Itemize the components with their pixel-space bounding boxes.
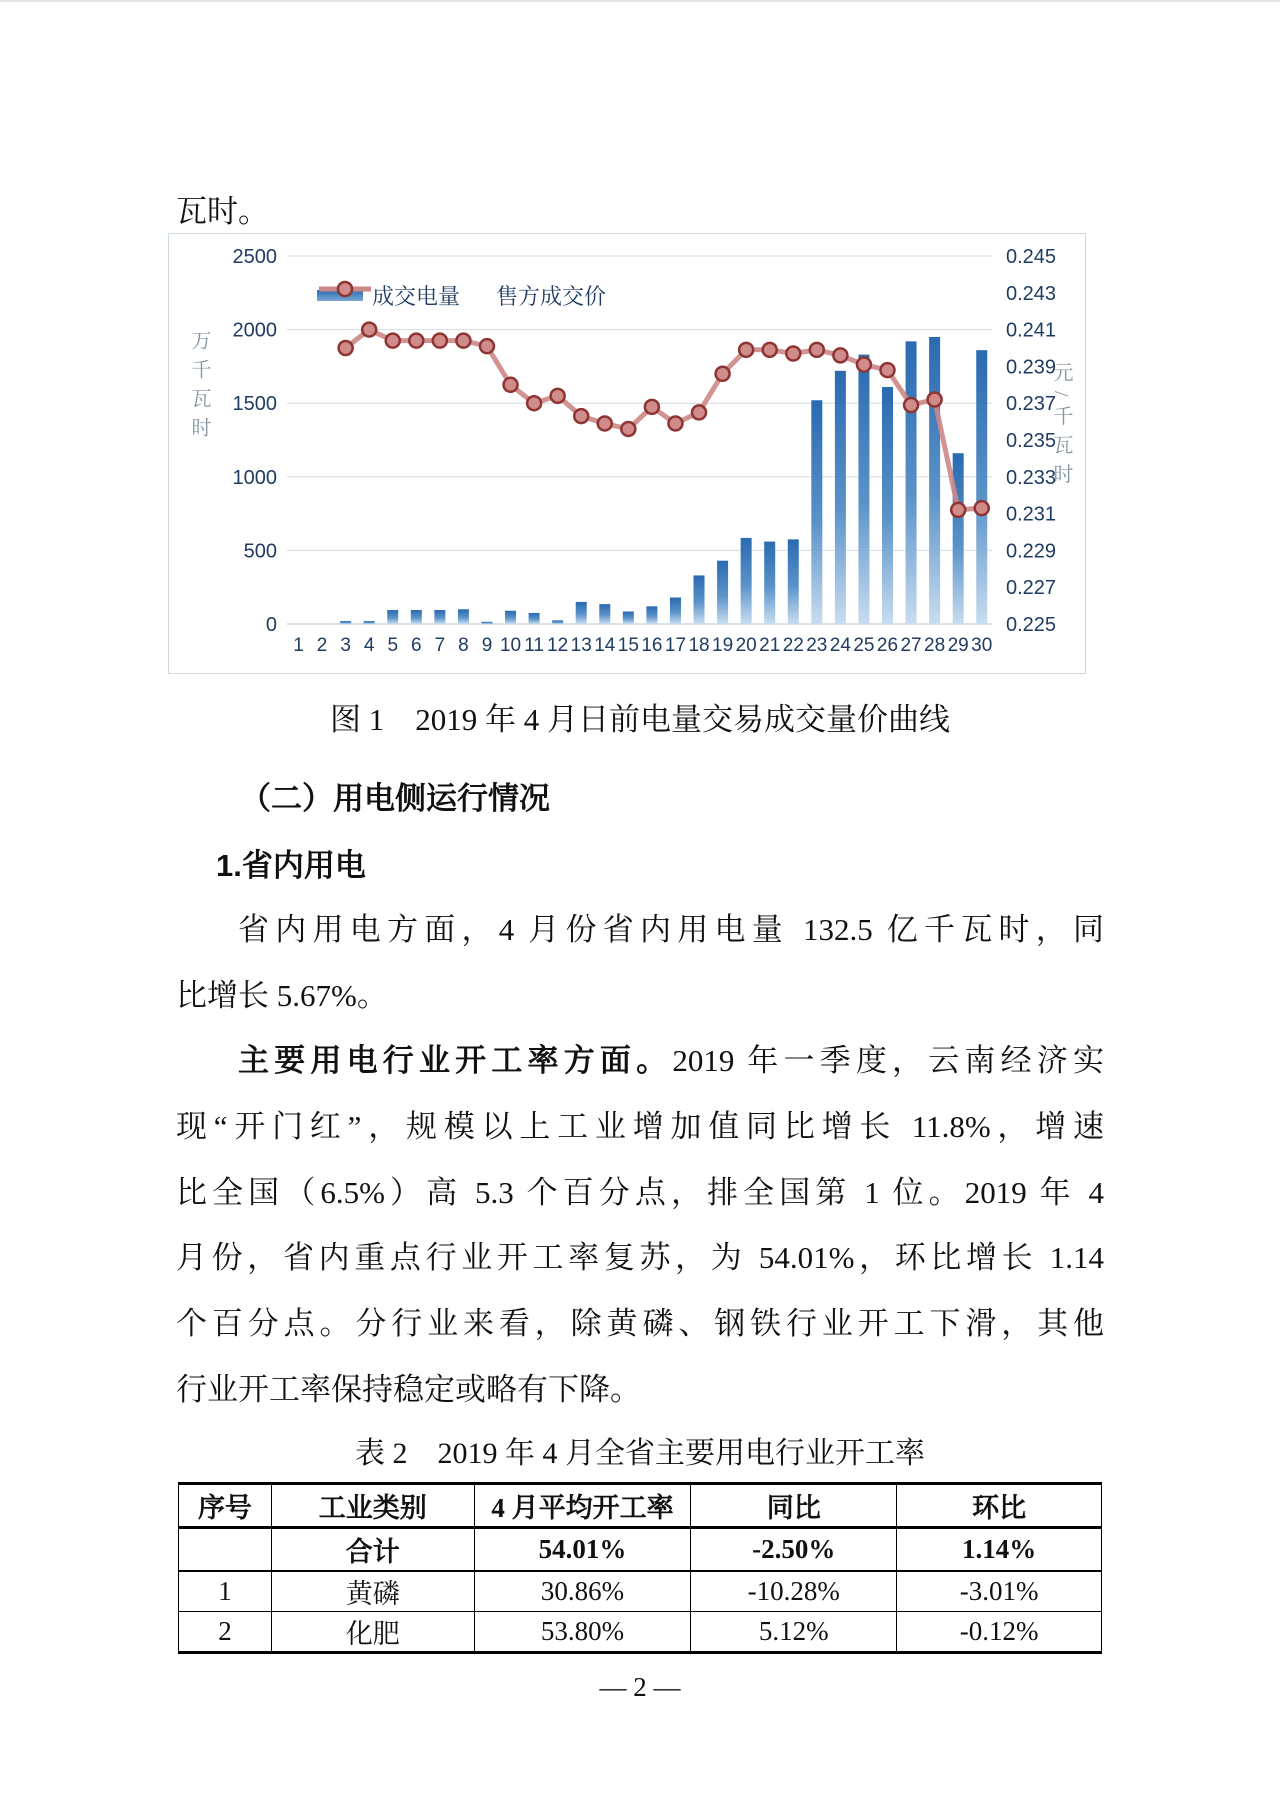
x-axis-tick: 11 [524,635,544,656]
bar-day-30 [976,350,987,624]
left-axis-tick: 1500 [232,393,277,416]
x-axis-tick: 20 [735,635,757,656]
page-number: — 2 — [599,1672,681,1702]
bar-day-17 [670,598,681,624]
paragraph1-line2: 比增长 5.67%。 [176,977,388,1013]
figure1-caption: 图 1 2019 年 4 月日前电量交易成交量价曲线 [330,702,950,737]
price-marker-day-26 [881,363,895,377]
bar-day-23 [811,400,822,624]
table-cell: 5.12% [691,1611,897,1652]
right-axis-tick: 0.227 [1006,577,1057,600]
right-axis-tick: 0.233 [1006,466,1057,489]
paragraph2-line6: 行业开工率保持稳定或略有下降。 [176,1371,641,1407]
right-axis-tick: 0.245 [1006,246,1057,268]
right-axis-tick: 0.229 [1006,540,1057,563]
table-cell: -0.12% [897,1611,1102,1652]
price-marker-day-5 [386,334,400,348]
x-axis-tick: 2 [316,635,328,656]
price-marker-day-25 [857,358,871,372]
bar-day-12 [552,620,563,624]
price-marker-day-7 [433,334,447,348]
bar-day-21 [764,542,775,624]
left-axis-tick: 500 [243,540,277,563]
price-marker-day-8 [456,334,470,348]
x-axis-tick: 24 [829,635,851,656]
price-marker-day-15 [621,422,635,436]
table-header-cell: 环比 [897,1484,1102,1528]
table-cell: 1.14% [897,1528,1102,1571]
bar-day-11 [529,613,540,624]
bar-day-22 [788,539,799,624]
x-axis-tick: 29 [947,635,969,656]
paragraph2-line2: 现“开门红”，规模以上工业增加值同比增长 11.8%，增速 [176,1109,1104,1145]
bar-day-18 [694,575,705,624]
x-axis-tick: 3 [340,635,351,656]
page-top-divider [0,0,1280,2]
bar-day-16 [646,606,657,624]
x-axis-tick: 9 [481,635,493,656]
paragraph2-bold-lead: 主要用电行业开工率方面。 [238,1043,673,1079]
bar-day-8 [458,609,469,624]
price-marker-day-3 [339,341,353,355]
bar-day-4 [364,621,375,624]
table-cell: -3.01% [897,1571,1102,1612]
price-marker-day-13 [574,409,588,423]
table-cell: 合计 [271,1528,474,1571]
x-axis-tick: 5 [387,635,399,656]
table-cell: 2 [179,1611,272,1652]
right-axis-tick: 0.243 [1006,282,1057,305]
bar-day-7 [434,610,445,624]
right-axis-tick: 0.239 [1006,356,1057,379]
table-header [179,1484,1102,1528]
bar-day-24 [835,371,846,624]
x-axis-tick: 26 [876,635,899,656]
body-paragraphs [176,897,1104,1423]
legend-item-price [496,280,606,311]
price-marker-day-22 [786,347,800,361]
table-cell: 54.01% [474,1528,691,1571]
table-cell: -2.50% [691,1528,897,1571]
price-marker-day-18 [692,405,706,419]
price-marker-day-10 [504,378,518,392]
price-marker-day-23 [810,343,824,357]
combo-chart-svg [169,234,1085,673]
left-axis-tick: 2000 [232,319,277,342]
legend-label-volume: 成交电量 [372,284,461,309]
bar-day-26 [882,387,893,624]
paragraph2-line5: 个百分点。分行业来看，除黄磷、钢铁行业开工下滑，其他 [176,1306,1104,1342]
table-row [179,1611,1102,1652]
price-marker-day-11 [527,396,541,410]
x-axis-tick: 10 [499,635,522,656]
bar-day-29 [953,453,964,624]
bar-day-10 [505,611,516,624]
figure1-chart [168,233,1086,674]
price-marker-day-9 [480,339,494,353]
bar-day-15 [623,611,634,624]
paragraph1-line1: 省内用电方面，4 月份省内用电量 132.5 亿千瓦时，同 [238,912,1104,947]
bar-day-6 [411,610,422,624]
x-axis-tick: 17 [664,635,687,656]
price-marker-day-29 [951,503,965,517]
paragraph2-line1 [176,1028,1104,1094]
left-axis-title: 万千瓦时 [188,330,210,446]
x-axis-tick: 30 [971,635,993,656]
bar-day-14 [599,604,610,624]
price-marker-day-16 [645,400,659,414]
right-axis-tick: 0.237 [1006,393,1057,416]
line-series-swatch [317,280,373,298]
x-axis-tick: 13 [570,635,592,656]
section-heading: （二）用电侧运行情况 [240,781,550,816]
price-marker-day-14 [598,416,612,430]
right-axis-tick: 0.235 [1006,430,1057,452]
left-axis-tick: 1000 [232,466,277,489]
x-axis-tick: 28 [924,635,946,656]
right-axis-tick: 0.225 [1006,614,1057,636]
x-axis-tick: 23 [806,635,828,656]
price-marker-day-12 [551,389,565,403]
legend-label-price: 售方成交价 [496,284,607,309]
left-axis-tick: 2500 [232,246,277,268]
bar-day-3 [340,621,351,624]
x-axis-tick: 16 [641,635,663,656]
price-marker-day-30 [975,501,989,515]
bar-day-25 [858,355,869,624]
x-axis-tick: 1 [293,635,304,656]
x-axis-tick: 6 [411,635,422,656]
bar-day-27 [906,341,917,624]
table-cell: 1 [179,1571,272,1612]
price-marker-day-21 [763,343,777,357]
subsection-heading: 1.省内用电 [216,848,366,883]
paragraph-carryover-text: 瓦时。 [176,194,269,229]
bar-day-19 [717,561,728,624]
x-axis-tick: 19 [712,635,734,656]
paragraph2-line1-rest: 2019 年一季度，云南经济实 [672,1043,1105,1079]
x-axis-tick: 14 [594,635,616,656]
x-axis-tick: 27 [900,635,922,656]
x-axis-tick: 12 [547,635,569,656]
chart-legend [317,280,606,311]
left-axis-tick: 0 [265,614,277,636]
table-header-cell: 序号 [179,1484,272,1528]
right-axis-tick: 0.241 [1006,319,1057,342]
bar-day-20 [741,538,752,624]
table-row [179,1528,1102,1571]
bar-day-13 [576,602,587,624]
price-marker-day-27 [904,398,918,412]
price-marker-day-4 [362,323,376,337]
x-axis-tick: 4 [363,635,375,656]
table-header-cell: 工业类别 [271,1484,474,1528]
table-row [179,1571,1102,1612]
table-cell: 黄磷 [271,1571,474,1612]
right-axis-tick: 0.231 [1006,503,1057,526]
table-cell: 30.86% [474,1571,691,1612]
x-axis-tick: 8 [458,635,469,656]
table-header-cell: 同比 [691,1484,897,1528]
price-marker-day-28 [928,393,942,407]
x-axis-tick: 25 [853,635,875,656]
right-axis-title: 元/千瓦时 [1050,362,1072,493]
x-axis-tick: 18 [688,635,710,656]
table2-caption: 表 2 2019 年 4 月全省主要用电行业开工率 [355,1437,925,1470]
price-marker-day-24 [833,348,847,362]
x-axis-tick: 22 [782,635,804,656]
table-header-cell: 4 月平均开工率 [474,1484,691,1528]
bar-day-28 [929,337,940,624]
bar-day-9 [481,622,492,624]
x-axis-tick: 21 [759,635,781,656]
table-cell: 53.80% [474,1611,691,1652]
price-marker-day-19 [716,367,730,381]
paragraph2-line4: 月份，省内重点行业开工率复苏，为 54.01%，环比增长 1.14 [176,1240,1104,1276]
table-cell [179,1528,272,1571]
price-marker-day-6 [409,334,423,348]
price-marker-day-20 [739,343,753,357]
x-axis-tick: 7 [434,635,446,656]
bar-day-5 [387,610,398,624]
paragraph2-line3: 比全国（6.5%）高 5.3 个百分点，排全国第 1 位。2019 年 4 [176,1174,1104,1210]
table-cell: 化肥 [271,1611,474,1652]
industry-operating-rate-table [178,1482,1102,1654]
table-cell: -10.28% [691,1571,897,1612]
x-axis-tick: 15 [617,635,639,656]
price-marker-day-17 [668,416,682,430]
